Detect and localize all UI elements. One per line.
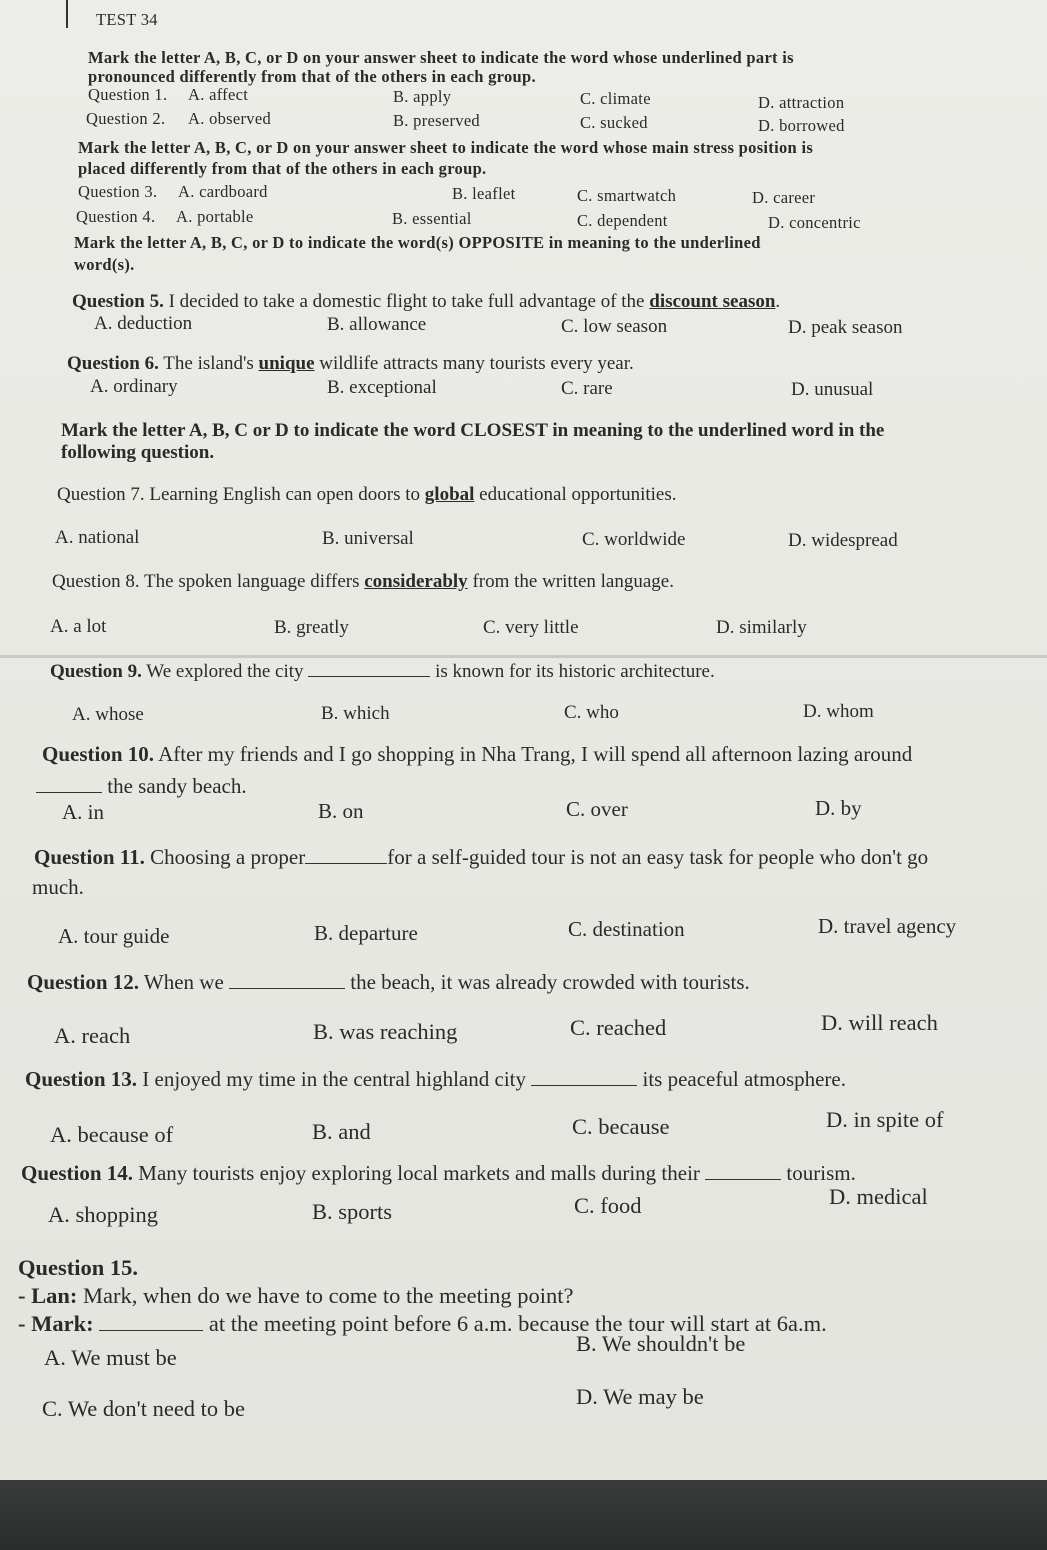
q7-label: Question 7. xyxy=(57,484,145,505)
q10-option-c: C. over xyxy=(566,797,628,821)
q12-text-pre: When we xyxy=(143,970,224,994)
q7-text-post: educational opportunities. xyxy=(474,484,677,505)
q1-option-c: C. climate xyxy=(580,89,651,108)
q6-option-a: A. ordinary xyxy=(90,376,178,397)
section4-instruction-l2: following question. xyxy=(61,442,215,463)
q10-text-l1: After my friends and I go shopping in Nha Trang, I will spend all afternoon lazing around xyxy=(158,742,913,766)
q8-option-d: D. similarly xyxy=(716,617,807,638)
q2-option-a: A. observed xyxy=(188,109,272,128)
q7-option-c: C. worldwide xyxy=(582,529,686,550)
q15-mark-text: at the meeting point before 6 a.m. because the tour will start at 6a.m. xyxy=(208,1311,827,1336)
q14-label: Question 14. xyxy=(21,1161,134,1185)
q10-blank[interactable] xyxy=(36,791,102,793)
q11-option-b: B. departure xyxy=(314,921,418,945)
q15-mark-speaker: - Mark: xyxy=(18,1311,94,1336)
q8-option-a: A. a lot xyxy=(50,616,107,637)
q12-text-post: the beach, it was already crowded with tourists. xyxy=(350,970,750,994)
q11-option-a: A. tour guide xyxy=(58,924,170,948)
q15-blank[interactable] xyxy=(99,1329,203,1331)
q14-option-c: C. food xyxy=(574,1193,642,1218)
q13-option-d: D. in spite of xyxy=(826,1107,944,1132)
q4-option-b: B. essential xyxy=(392,209,472,228)
q10-option-a: A. in xyxy=(62,800,104,824)
q5-option-d: D. peak season xyxy=(788,317,903,338)
q2-label: Question 2. xyxy=(86,109,166,128)
q2-option-c: C. sucked xyxy=(580,113,648,132)
q12-label: Question 12. xyxy=(27,970,140,994)
q6-text-pre: The island's xyxy=(163,353,259,374)
q8-option-b: B. greatly xyxy=(274,617,349,638)
q3-option-a: A. cardboard xyxy=(178,182,268,201)
q8-stem xyxy=(52,572,674,593)
q5-text-pre: I decided to take a domestic flight to take full advantage of the xyxy=(168,291,650,312)
q7-option-b: B. universal xyxy=(322,528,414,549)
q14-option-d: D. medical xyxy=(829,1184,928,1209)
q3-option-d: D. career xyxy=(752,188,816,207)
section1-instruction-l1: Mark the letter A, B, C, or D on your answer sheet to indicate the word whose underlined part is xyxy=(88,48,794,67)
q13-option-a: A. because of xyxy=(50,1122,174,1147)
q10-option-d: D. by xyxy=(815,796,862,820)
q13-option-c: C. because xyxy=(572,1114,670,1139)
q14-text-post: tourism. xyxy=(786,1161,856,1185)
q7-stem xyxy=(57,485,677,506)
section1-instruction-l2: pronounced differently from that of the others in each group. xyxy=(88,67,536,86)
q7-option-d: D. widespread xyxy=(788,530,898,551)
q4-option-a: A. portable xyxy=(176,207,254,226)
q6-option-c: C. rare xyxy=(561,378,613,399)
q7-underlined: global xyxy=(424,484,475,505)
q1-option-b: B. apply xyxy=(393,87,452,106)
q15-option-b: B. We shouldn't be xyxy=(576,1331,746,1356)
q13-text-post: its peaceful atmosphere. xyxy=(642,1067,846,1091)
q14-text-pre: Many tourists enjoy exploring local markets and malls during their xyxy=(138,1161,700,1185)
q11-option-d: D. travel agency xyxy=(818,914,957,938)
q10-stem-l1 xyxy=(42,743,912,766)
q11-text-l2: much. xyxy=(32,875,84,899)
q9-option-b: B. which xyxy=(321,703,390,724)
q1-option-d: D. attraction xyxy=(758,93,845,112)
q10-option-b: B. on xyxy=(318,799,364,823)
q11-stem-l1 xyxy=(34,846,928,869)
q13-option-b: B. and xyxy=(312,1119,371,1144)
q15-lan-text: Mark, when do we have to come to the meeting point? xyxy=(83,1283,574,1308)
q15-lan-line xyxy=(18,1284,574,1309)
paper-fold xyxy=(0,655,1047,658)
q11-blank[interactable] xyxy=(305,862,387,864)
q5-label: Question 5. xyxy=(72,291,164,312)
q2-option-d: D. borrowed xyxy=(758,116,845,135)
q4-option-c: C. dependent xyxy=(577,211,668,230)
q13-stem xyxy=(25,1068,846,1091)
q11-text-post: for a self-guided tour is not an easy task for people who don't go xyxy=(387,845,929,869)
q12-stem xyxy=(27,971,750,994)
q5-text-post: . xyxy=(775,291,781,312)
q5-underlined: discount season xyxy=(649,291,776,312)
q15-label: Question 15. xyxy=(18,1255,139,1280)
q5-option-b: B. allowance xyxy=(327,314,427,335)
q13-text-pre: I enjoyed my time in the central highland city xyxy=(142,1067,526,1091)
q4-option-d: D. concentric xyxy=(768,213,861,232)
section3-instruction-l2: word(s). xyxy=(74,255,135,274)
q15-option-a: A. We must be xyxy=(44,1345,177,1370)
q14-stem xyxy=(21,1162,856,1185)
q9-stem xyxy=(50,662,715,683)
q2-option-b: B. preserved xyxy=(393,111,480,130)
q11-option-c: C. destination xyxy=(568,917,685,941)
section4-instruction-l1: Mark the letter A, B, C or D to indicate the word CLOSEST in meaning to the underlined word in the xyxy=(61,420,885,441)
q5-option-c: C. low season xyxy=(561,316,668,337)
q6-stem xyxy=(67,354,634,375)
q4-label: Question 4. xyxy=(76,207,156,226)
q6-underlined: unique xyxy=(258,353,315,374)
q9-label: Question 9. xyxy=(50,661,142,682)
q9-option-d: D. whom xyxy=(803,701,874,722)
q14-option-a: A. shopping xyxy=(48,1202,159,1227)
q8-label: Question 8. xyxy=(52,571,140,592)
q6-label: Question 6. xyxy=(67,353,159,374)
q5-stem xyxy=(72,292,780,313)
test-title: TEST 34 xyxy=(96,10,158,29)
q7-option-a: A. national xyxy=(55,527,140,548)
q1-label: Question 1. xyxy=(88,85,168,104)
q9-option-a: A. whose xyxy=(72,704,144,725)
q14-blank[interactable] xyxy=(705,1178,781,1180)
q1-option-a: A. affect xyxy=(188,85,249,104)
q12-option-c: C. reached xyxy=(570,1015,667,1040)
section2-instruction-l2: placed differently from that of the others in each group. xyxy=(78,159,487,178)
q7-text-pre: Learning English can open doors to xyxy=(149,484,425,505)
q6-option-d: D. unusual xyxy=(791,379,874,400)
q10-label: Question 10. xyxy=(42,742,155,766)
q8-underlined: considerably xyxy=(364,571,468,592)
q15-option-d: D. We may be xyxy=(576,1384,704,1409)
q12-option-b: B. was reaching xyxy=(313,1019,458,1044)
q14-option-b: B. sports xyxy=(312,1199,393,1224)
q5-option-a: A. deduction xyxy=(94,313,193,334)
q15-option-c: C. We don't need to be xyxy=(42,1396,246,1421)
q3-label: Question 3. xyxy=(78,182,158,201)
q9-text-pre: We explored the city xyxy=(146,661,304,682)
q3-option-b: B. leaflet xyxy=(452,184,516,203)
q6-option-b: B. exceptional xyxy=(327,377,437,398)
q9-option-c: C. who xyxy=(564,702,619,723)
q8-text-post: from the written language. xyxy=(467,571,674,592)
q8-option-c: C. very little xyxy=(483,617,579,638)
section2-instruction-l1: Mark the letter A, B, C, or D on your answer sheet to indicate the word whose main stress position is xyxy=(78,138,814,157)
q6-text-post: wildlife attracts many tourists every year. xyxy=(314,353,634,374)
q12-option-a: A. reach xyxy=(54,1023,131,1048)
q12-option-d: D. will reach xyxy=(821,1010,938,1035)
q13-label: Question 13. xyxy=(25,1067,138,1091)
q13-blank[interactable] xyxy=(531,1084,637,1086)
section3-instruction-l1: Mark the letter A, B, C, or D to indicate the word(s) OPPOSITE in meaning to the underlined xyxy=(74,233,761,252)
q11-text-pre: Choosing a proper xyxy=(150,845,306,869)
q10-text-l2: the sandy beach. xyxy=(107,774,247,798)
q11-label: Question 11. xyxy=(34,845,145,869)
q12-blank[interactable] xyxy=(229,987,345,989)
q9-blank[interactable] xyxy=(308,675,430,677)
desk-background xyxy=(0,1480,1047,1550)
q10-stem-l2 xyxy=(36,775,247,798)
q15-lan-speaker: - Lan: xyxy=(18,1283,78,1308)
q9-text-post: is known for its historic architecture. xyxy=(435,661,715,682)
q3-option-c: C. smartwatch xyxy=(577,186,677,205)
page-corner-mark xyxy=(66,0,68,28)
q8-text-pre: The spoken language differs xyxy=(144,571,365,592)
